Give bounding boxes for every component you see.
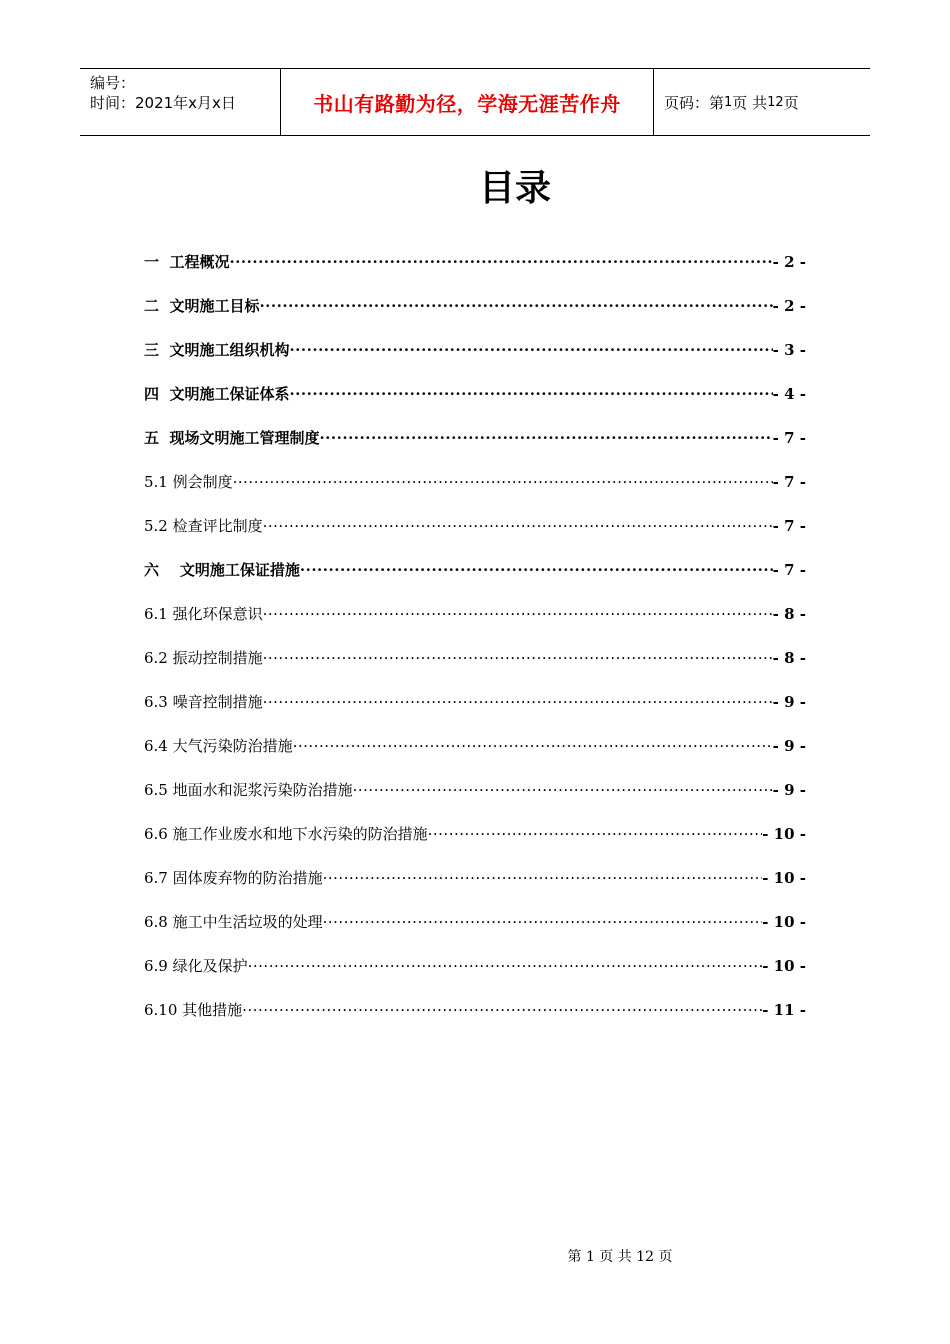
page-title: 目录 — [478, 167, 551, 209]
toc-entry-page: - 7 - — [772, 473, 806, 491]
toc-leader-dots — [353, 772, 773, 808]
header-motto: 书山有路勤为径，学海无涯苦作舟 — [281, 69, 654, 135]
toc-leader-dots — [233, 464, 773, 500]
toc-leader-dots — [229, 244, 772, 280]
toc-entry-label: 6.6 施工作业废水和地下水污染的防治措施 — [144, 825, 428, 843]
toc-entry-label: 五 现场文明施工管理制度 — [144, 429, 320, 447]
toc-entry-label: 6.2 振动控制措施 — [144, 649, 263, 667]
toc-entry-label: 六 文明施工保证措施 — [144, 561, 300, 579]
toc-entry-page: - 7 - — [772, 561, 806, 579]
toc-leader-dots — [323, 904, 763, 940]
toc-entry-label: 一 工程概况 — [144, 253, 230, 271]
toc-entry[interactable] — [144, 904, 806, 948]
toc-entry-label: 5.2 检查评比制度 — [144, 517, 263, 535]
toc-entry-page: - 10 - — [762, 869, 806, 887]
toc-entry-label: 6.7 固体废弃物的防治措施 — [144, 869, 323, 887]
toc-entry-label: 5.1 例会制度 — [144, 473, 233, 491]
page-suffix: 页 — [783, 93, 799, 112]
toc-entry[interactable] — [144, 948, 806, 992]
toc-leader-dots — [319, 420, 772, 456]
page-mid: 页 共 — [732, 93, 768, 112]
header-meta-cell — [80, 69, 281, 135]
toc-leader-dots — [263, 508, 773, 544]
page-total: 12 — [767, 94, 784, 110]
toc-entry-page: - 10 - — [762, 913, 806, 931]
toc-entry-page: - 10 - — [762, 957, 806, 975]
toc-leader-dots — [289, 332, 772, 368]
toc-leader-dots — [259, 288, 772, 324]
page-header — [80, 68, 870, 136]
toc-entry[interactable] — [144, 596, 806, 640]
toc-leader-dots — [428, 816, 763, 852]
toc-entry[interactable] — [144, 332, 806, 376]
toc-entry[interactable] — [144, 772, 806, 816]
toc-entry-page: - 9 - — [772, 781, 806, 799]
toc-entry-label: 6.8 施工中生活垃圾的处理 — [144, 913, 323, 931]
toc-entry-label: 6.1 强化环保意识 — [144, 605, 263, 623]
document-time-label: 时间：2021年x月x日 — [90, 94, 236, 112]
toc-entry[interactable] — [144, 684, 806, 728]
toc-entry[interactable] — [144, 640, 806, 684]
toc-entry[interactable] — [144, 464, 806, 508]
page-footer: 第 1 页 共 12 页 — [567, 1249, 673, 1265]
toc-leader-dots — [248, 948, 763, 984]
toc-entry[interactable] — [144, 288, 806, 332]
toc-entry[interactable] — [144, 552, 806, 596]
table-of-contents — [144, 244, 806, 1036]
toc-entry-label: 6.3 噪音控制措施 — [144, 693, 263, 711]
toc-entry-page: - 7 - — [772, 517, 806, 535]
toc-entry-page: - 8 - — [772, 649, 806, 667]
toc-entry-label: 6.5 地面水和泥浆污染防治措施 — [144, 781, 353, 799]
toc-entry[interactable] — [144, 728, 806, 772]
toc-entry[interactable] — [144, 508, 806, 552]
toc-entry-page: - 9 - — [772, 693, 806, 711]
page-number: 1 — [724, 94, 733, 110]
toc-leader-dots — [242, 992, 762, 1028]
toc-leader-dots — [323, 860, 763, 896]
toc-entry-label: 四 文明施工保证体系 — [144, 385, 290, 403]
toc-entry-page: - 11 - — [762, 1001, 806, 1019]
toc-entry-page: - 10 - — [762, 825, 806, 843]
toc-entry-page: - 9 - — [772, 737, 806, 755]
toc-entry-label: 三 文明施工组织机构 — [144, 341, 290, 359]
toc-leader-dots — [263, 640, 773, 676]
toc-entry-page: - 3 - — [772, 341, 806, 359]
toc-leader-dots — [300, 552, 773, 588]
toc-entry-label: 6.4 大气污染防治措施 — [144, 737, 293, 755]
toc-entry[interactable] — [144, 992, 806, 1036]
toc-leader-dots — [293, 728, 773, 764]
toc-entry-label: 6.10 其他措施 — [144, 1001, 243, 1019]
toc-leader-dots — [263, 684, 773, 720]
toc-entry[interactable] — [144, 420, 806, 464]
toc-entry-label: 6.9 绿化及保护 — [144, 957, 248, 975]
toc-entry[interactable] — [144, 376, 806, 420]
toc-leader-dots — [263, 596, 773, 632]
page-prefix: 页码：第 — [664, 93, 725, 112]
toc-entry-page: - 2 - — [772, 297, 806, 315]
toc-leader-dots — [289, 376, 772, 412]
toc-entry[interactable] — [144, 816, 806, 860]
toc-entry-page: - 2 - — [772, 253, 806, 271]
toc-entry-label: 二 文明施工目标 — [144, 297, 260, 315]
toc-entry-page: - 4 - — [772, 385, 806, 403]
toc-entry-page: - 8 - — [772, 605, 806, 623]
document-number-label: 编号： — [90, 74, 136, 92]
toc-entry[interactable] — [144, 860, 806, 904]
header-page-info — [654, 69, 870, 135]
toc-entry-page: - 7 - — [772, 429, 806, 447]
toc-entry[interactable] — [144, 244, 806, 288]
